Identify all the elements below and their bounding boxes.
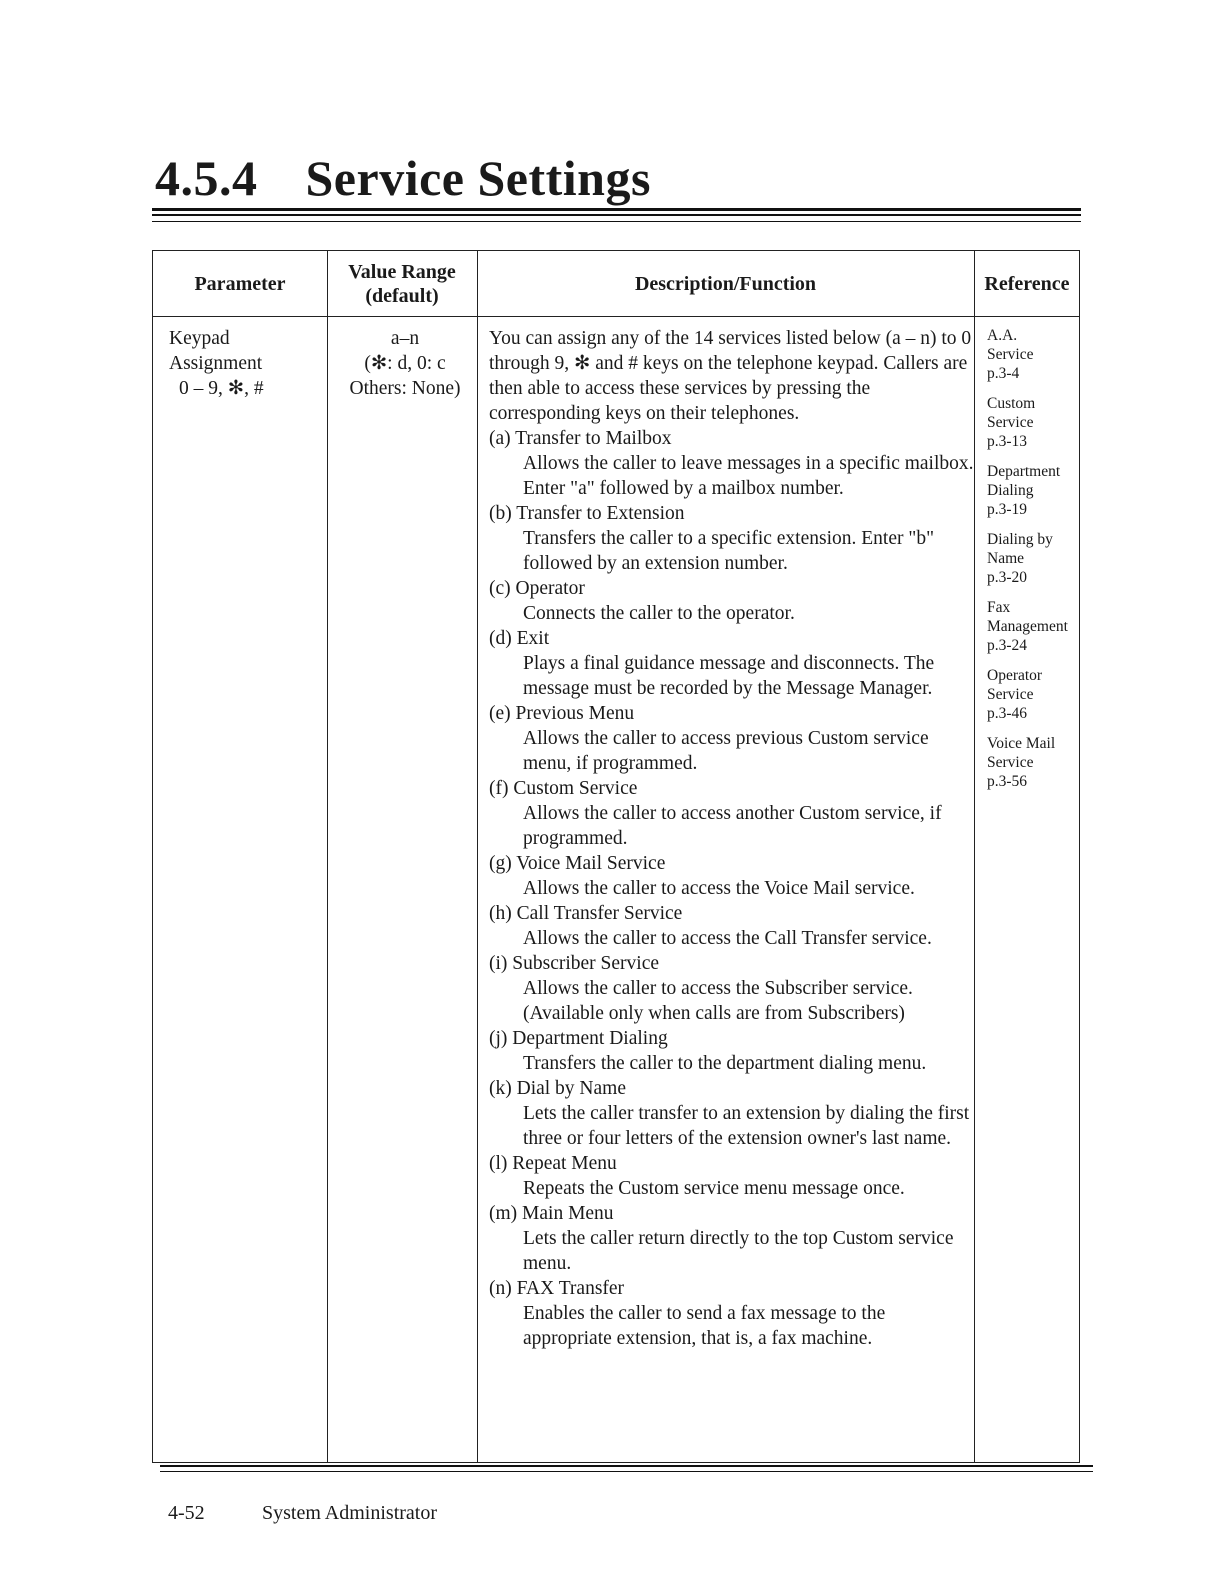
service-item [489,776,974,851]
service-label: (n) FAX Transfer [489,1278,625,1299]
service-item [489,1076,974,1151]
service-item [489,701,974,776]
service-label: (d) Exit [489,628,550,649]
section-heading [155,148,651,208]
header-value-range [327,251,477,316]
header-value-range-label: Value Range [348,260,456,283]
service-text: Allows the caller to access the Voice Mail service. [523,878,915,899]
reference-line: Service [987,754,1034,771]
reference-page: p.3-24 [987,637,1028,654]
column-divider [974,251,975,1462]
service-settings-table [152,250,1080,1463]
service-label: (m) Main Menu [489,1203,614,1224]
reference-line: Service [987,414,1034,431]
column-divider [477,251,478,1462]
service-text: Lets the caller return directly to the top Custom service menu. [523,1228,954,1274]
reference-entry [987,462,1079,519]
service-label: (c) Operator [489,578,585,599]
service-label: (j) Department Dialing [489,1028,668,1049]
value-line: Others: None) [349,378,461,399]
heading-rule [152,208,1081,211]
service-label: (f) Custom Service [489,778,638,799]
reference-line: Management [987,618,1068,635]
service-label: (a) Transfer to Mailbox [489,428,672,449]
section-number: 4.5.4 [155,150,258,206]
reference-line: A.A. [987,327,1018,344]
reference-line: Fax [987,599,1011,616]
reference-line: Service [987,346,1034,363]
service-item [489,426,974,501]
footer-rule [160,1471,1093,1472]
reference-entry [987,666,1079,723]
reference-entry [987,530,1079,587]
service-label: (b) Transfer to Extension [489,503,685,524]
header-divider [153,316,1079,317]
heading-rule [152,214,1081,216]
description-intro: You can assign any of the 14 services listed below (a – n) to 0 through 9, ✻ and # keys on the telephone keypad. Callers are then able to access these services by pressing the corresponding keys on their telephones. [489,328,972,424]
reference-page: p.3-4 [987,365,1020,382]
service-text: Connects the caller to the operator. [523,603,795,624]
service-text: Transfers the caller to the department dialing menu. [523,1053,927,1074]
reference-page: p.3-13 [987,433,1028,450]
reference-line: Dialing [987,482,1034,499]
reference-entry [987,734,1079,791]
reference-entry [987,598,1079,655]
service-label: (g) Voice Mail Service [489,853,666,874]
footer-rule [160,1465,1093,1467]
section-title: Service Settings [305,150,651,206]
reference-entry [987,326,1079,383]
heading-rule [152,221,1081,222]
service-item [489,626,974,701]
service-text: Allows the caller to leave messages in a specific mailbox. Enter "a" followed by a mailbox number. [523,453,974,499]
value-line: a–n [390,328,420,349]
reference-line: Department [987,463,1061,480]
service-label: (e) Previous Menu [489,703,635,724]
service-item [489,901,974,951]
service-item [489,1201,974,1276]
reference-page: p.3-20 [987,569,1028,586]
header-parameter: Parameter [194,272,286,295]
service-text: Lets the caller transfer to an extension by dialing the first three or four letters of the extension owner's last name. [523,1103,970,1149]
service-item [489,951,974,1026]
service-text: Transfers the caller to a specific extension. Enter "b" followed by an extension number. [523,528,935,574]
parameter-cell [169,326,319,401]
reference-page: p.3-46 [987,705,1028,722]
reference-line: Voice Mail [987,735,1056,752]
reference-page: p.3-56 [987,773,1028,790]
service-label: (h) Call Transfer Service [489,903,683,924]
reference-line: Operator [987,667,1043,684]
service-item [489,501,974,576]
reference-line: Dialing by [987,531,1053,548]
header-reference: Reference [984,272,1070,295]
page-number: 4-52 [168,1502,205,1524]
reference-cell [987,326,1079,802]
service-text: Allows the caller to access the Subscriber service. (Available only when calls are from Subscribers) [523,978,913,1024]
parameter-line: Assignment [169,353,263,374]
service-text: Allows the caller to access previous Custom service menu, if programmed. [523,728,929,774]
reference-line: Service [987,686,1034,703]
value-line: (✻: d, 0: c [364,353,446,374]
service-label: (k) Dial by Name [489,1078,626,1099]
service-label: (l) Repeat Menu [489,1153,617,1174]
service-text: Enables the caller to send a fax message to the appropriate extension, that is, a fax machine. [523,1303,886,1349]
service-text: Allows the caller to access the Call Transfer service. [523,928,932,949]
service-label: (i) Subscriber Service [489,953,660,974]
reference-page: p.3-19 [987,501,1028,518]
service-item [489,576,974,626]
service-text: Repeats the Custom service menu message once. [523,1178,905,1199]
column-divider [327,251,328,1462]
service-item [489,1151,974,1201]
service-text: Plays a final guidance message and disconnects. The message must be recorded by the Message Manager. [523,653,935,699]
service-item [489,1026,974,1076]
parameter-keys: 0 – 9, ✻, # [179,378,264,399]
value-range-cell [333,326,477,401]
header-value-default-label: (default) [365,284,439,307]
service-item [489,851,974,901]
reference-line: Name [987,550,1025,567]
footer-title: System Administrator [262,1502,437,1524]
service-text: Allows the caller to access another Custom service, if programmed. [523,803,942,849]
header-description: Description/Function [634,272,817,295]
description-cell [489,326,974,1351]
service-item [489,1276,974,1351]
parameter-line: Keypad [169,328,230,349]
reference-line: Custom [987,395,1036,412]
reference-entry [987,394,1079,451]
